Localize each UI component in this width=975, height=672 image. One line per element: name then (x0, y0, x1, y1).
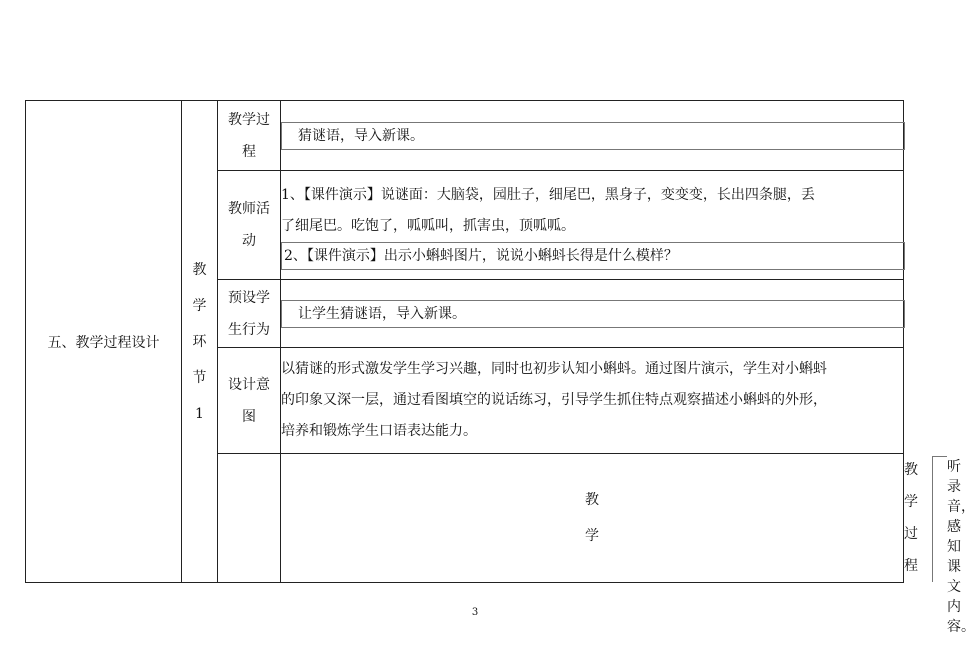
teacher-activity-box: 2、【课件演示】出示小蝌蚪图片，说说小蝌蚪长得是什么模样？ (281, 242, 905, 270)
segment1-char: 节 (192, 369, 207, 386)
row-label-student-behavior: 预设学 生行为 (218, 280, 281, 348)
row-label-teacher-activity: 教师活 动 (218, 171, 281, 280)
student-behavior-box: 让学生猜谜语，导入新课。 (281, 300, 905, 328)
teacher-activity-line: 1、【课件演示】说谜面：大脑袋，园肚子，细尾巴，黑身子，变变变，长出四条腿，丢 (281, 187, 815, 203)
row-content-process (281, 101, 904, 171)
page-number: 3 (471, 607, 479, 618)
section-label (26, 101, 182, 583)
segment1-char: 教 (192, 261, 207, 278)
listening-text-box: 听录音，感知课文内容。 (932, 456, 947, 582)
segment1-char: 环 (192, 333, 207, 350)
section-label-continued (218, 454, 281, 583)
segment2-label (281, 454, 904, 583)
design-intent-line: 的印象又深一层，通过看图填空的说话练习，引导学生抓住特点观察描述小蝌蚪的外形， (281, 392, 827, 408)
row-label-process: 教学过 程 (218, 101, 281, 171)
row-content-teacher-activity (281, 171, 904, 280)
segment2-char: 教 (585, 492, 599, 508)
row-label-design-intent: 设计意 图 (218, 348, 281, 454)
segment1-char: 1 (195, 405, 204, 422)
design-intent-line: 以猜谜的形式激发学生学习兴趣，同时也初步认知小蝌蚪。通过图片演示，学生对小蝌蚪 (281, 361, 827, 377)
segment1-char: 学 (192, 297, 207, 314)
row-content-student-behavior (281, 280, 904, 348)
row-content-design-intent (281, 348, 904, 454)
segment1-label (182, 101, 218, 583)
teacher-activity-line: 了细尾巴。吃饱了，呱呱叫，抓害虫，顶呱呱。 (281, 218, 575, 234)
process-text-box: 猜谜语，导入新课。 (281, 122, 905, 150)
segment2-char: 学 (585, 528, 599, 544)
section-label-text: 五、教学过程设计 (47, 334, 160, 351)
design-intent-line: 培养和锻炼学生口语表达能力。 (281, 423, 477, 439)
lesson-design-table: 五、教学过程设计 教 学 环 节 1 教学过 程 猜谜语，导入新课。 教师活 动 1、【课件演示】说谜面：大脑袋，园肚子，细尾巴，黑身子，变变变，长出四条腿，丢 了细尾巴。吃饱了，呱呱叫，抓害虫，顶呱呱。 2、【课件演示】出示小蝌蚪图片，说说小蝌蚪长得是什么模样？ 预设学 生行为 让学生猜谜语，导入新课。 设计意 图 以猜谜的形式激发学生学习兴趣，同时也初步认知小蝌蚪。通过图片演示，学生对小蝌蚪 的印象又深一层，通过看图填空的说话练习，引导学生抓住特点观察描述小蝌蚪的外形， 培养和锻炼学生口语表达能力。 教 学 教学过 程 听录音，感知课文内容。 (25, 100, 904, 583)
